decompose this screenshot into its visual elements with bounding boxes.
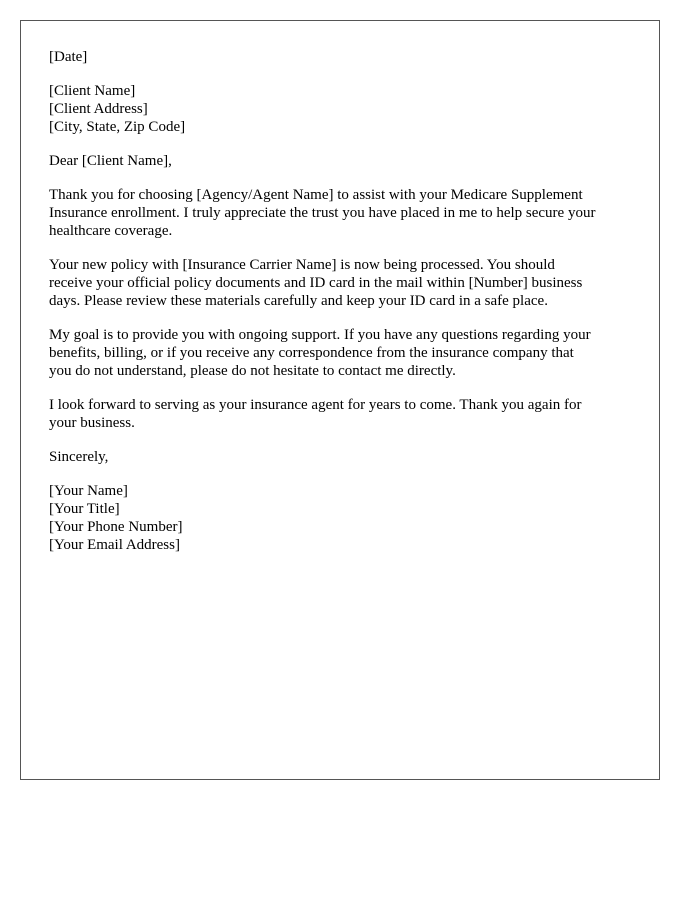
paragraph-line: benefits, billing, or if you receive any correspondence from the insurance company that: [49, 345, 574, 361]
salutation: Dear [Client Name],: [49, 153, 172, 169]
letter-date: [Date]: [49, 49, 88, 65]
signature-email: [Your Email Address]: [49, 537, 180, 553]
closing-block: [49, 448, 641, 466]
paragraph-line: your business.: [49, 415, 135, 431]
paragraph-line: Insurance enrollment. I truly appreciate the trust you have placed in me to help secure your: [49, 205, 596, 221]
paragraph-line: My goal is to provide you with ongoing support. If you have any questions regarding your: [49, 327, 591, 343]
paragraph-ongoing-support: [49, 326, 641, 380]
signature-block: [49, 482, 641, 554]
paragraph-line: Thank you for choosing [Agency/Agent Name] to assist with your Medicare Supplement: [49, 187, 583, 203]
recipient-address: [Client Address]: [49, 101, 148, 117]
paragraph-line: you do not understand, please do not hesitate to contact me directly.: [49, 363, 456, 379]
recipient-name: [Client Name]: [49, 83, 136, 99]
closing: Sincerely,: [49, 449, 109, 465]
signature-name: [Your Name]: [49, 483, 128, 499]
salutation-block: [49, 152, 641, 170]
paragraph-thank-you: [49, 186, 641, 240]
letter-body: [49, 48, 641, 570]
paragraph-closing-thanks: [49, 396, 641, 432]
paragraph-line: healthcare coverage.: [49, 223, 173, 239]
paragraph-line: receive your official policy documents and ID card in the mail within [Number] business: [49, 275, 583, 291]
signature-title: [Your Title]: [49, 501, 120, 517]
signature-phone: [Your Phone Number]: [49, 519, 183, 535]
letter-page: [20, 20, 660, 780]
recipient-block: [49, 82, 641, 136]
paragraph-line: days. Please review these materials carefully and keep your ID card in a safe place.: [49, 293, 548, 309]
paragraph-line: I look forward to serving as your insurance agent for years to come. Thank you again for: [49, 397, 582, 413]
paragraph-policy-processing: [49, 256, 641, 310]
date-block: [49, 48, 641, 66]
recipient-city-state-zip: [City, State, Zip Code]: [49, 119, 186, 135]
paragraph-line: Your new policy with [Insurance Carrier Name] is now being processed. You should: [49, 257, 555, 273]
